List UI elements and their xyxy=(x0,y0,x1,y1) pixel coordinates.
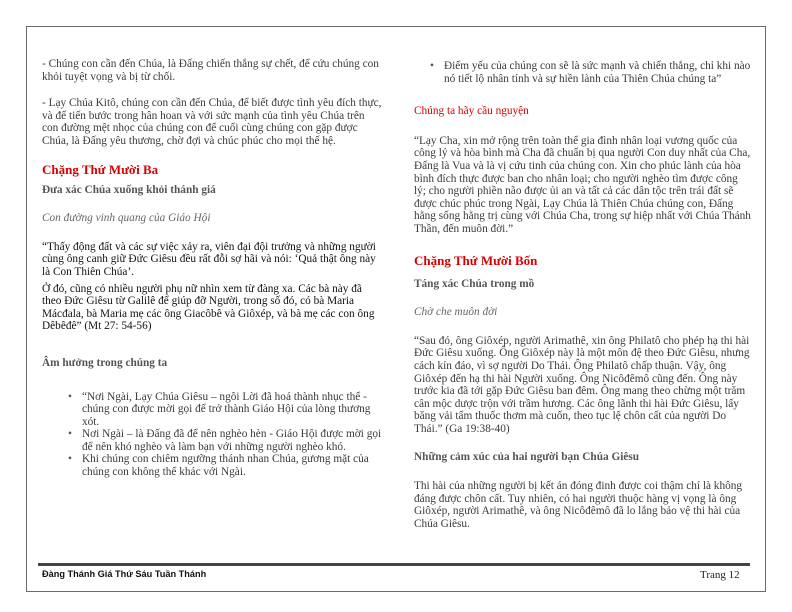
emotions-heading: Những cảm xúc của hai người bạn Chúa Giêsu xyxy=(414,451,640,464)
station-13-title: Chặng Thứ Mười Ba xyxy=(42,161,159,177)
station-13-subtitle: Đưa xác Chúa xuống khỏi thánh giá xyxy=(42,183,216,196)
station-13-quote-2: Ở đó, cũng có nhiều người phụ nữ nhìn xem từ đàng xa. Các bà này đã theo Đức Giêsu từ Galilê để giúp đỡ Người, trong số đó, có bà Maria Mácđala, bà Maria mẹ các ông Giacôbê và Giôxép, và bà mẹ các con ông Dêbêđê” (Mt 27: 54-56) xyxy=(42,282,375,333)
reflection-item-2: • Nơi Ngài – là Đấng đã để nên nghèo hèn - Giáo Hội được mời gọi để nên khó nghèo và làm bạn với những người nghèo khó. xyxy=(82,428,382,453)
station-14-subtitle: Táng xác Chúa trong mồ xyxy=(414,277,535,290)
am-huong-heading: Âm hưởng trong chúng ta xyxy=(42,356,168,369)
station-14-quote: “Sau đó, ông Giôxép, người Arimathê, xin ông Philatô cho phép hạ thi hài Đức Giêsu xuống. Ông Giôxép này là một môn đệ theo Đức Giêsu, nhưng cách kín đáo, vì sợ người Do Thái. Ông Philatô chấp thuận. Vậy, ông Giôxép đến hạ thi hài Người xuống. Ông Nicôđêmô cũng đến. Ông này trước kia đã tới gặp Đức Giêsu ban đêm. Ông mang theo chừng một trăm cân mộc dược trộn với trầm hương. Các ông lãnh thi hài Đức Giêsu, lấy băng vải tẩm thuốc thơm mà cuốn, theo tục lệ chôn cất của người Do Thái.” (Ga 19:38-40) xyxy=(414,334,750,435)
footer-title: Đàng Thánh Giá Thứ Sáu Tuần Thánh xyxy=(42,569,207,579)
right-column xyxy=(414,60,752,530)
reflection-item-1: • “Nơi Ngài, Lạy Chúa Giêsu – ngôi Lời đã hoá thành nhục thể - chúng con được mời gọi để trở thành Giáo Hội của lòng thương xót. xyxy=(82,391,382,429)
left-paragraph-2: - Lạy Chúa Kitô, chúng con cần đến Chúa, để biết được tình yêu đích thực, và để tiến bước trong hân hoan và với sức mạnh của tình yêu Chúa trên con đường mệt nhọc của chúng con để cuối cùng chúng con gặp được Chúa, là Đấng yêu thương, chờ đợi và chúc phúc cho mọi thế hệ. xyxy=(42,97,382,147)
station-13-italic-line: Con đường vinh quang của Giáo Hội xyxy=(42,212,211,225)
station-14-title: Chặng Thứ Mười Bốn xyxy=(414,252,538,268)
prayer-text: “Lạy Cha, xin mở rộng trên toàn thể gia đình nhân loại vương quốc của công lý và hòa bình mà Cha đã chuẩn bị qua người Con duy nhất của Cha, Đấng là Vua và là vị cứu tinh của chúng con. Xin cho phúc lành của hòa bình đích thực được ban cho nhân loại; cho người nghèo tìm được công lý; cho người phiền não được ủi an và tất cả các dân tộc trên trái đất sẽ được chúc phúc trong Ngài, Lạy Chúa là Thiên Chúa chúng con, Đấng hằng sống hằng trị cùng với Chúa Cha, trong sự hiệp nhất với Chúa Thánh Thần, đến muôn đời.” xyxy=(414,134,751,235)
reflection-item-3: • Khi chúng con chiêm ngưỡng thánh nhan Chúa, gương mặt của chúng con không thể khác với Ngài. xyxy=(82,453,382,478)
station-14-italic-line: Chờ che muôn đời xyxy=(414,306,498,319)
reflection-list xyxy=(42,391,382,479)
pray-heading: Chúng ta hãy cầu nguyện xyxy=(414,105,529,118)
weakness-list xyxy=(414,60,752,85)
footer-rule xyxy=(38,563,750,566)
emotions-text: Thi hài của những người bị kết án đóng đinh được coi thậm chí là không đáng được chôn cất. Tuy nhiên, có hai người thuộc hàng vị vọng là ông Giôxép, người Arimathê, và ông Nicôđêmô đã lo lắng bảo vệ thi hài của Chúa Giêsu. xyxy=(414,480,743,530)
page-number: Trang 12 xyxy=(700,569,740,581)
left-paragraph-1: - Chúng con cần đến Chúa, là Đấng chiến thắng sự chết, để cứu chúng con khỏi tuyệt vọng và bị từ chối. xyxy=(42,58,379,83)
left-column xyxy=(42,58,382,479)
weakness-item: • Điểm yếu của chúng con sẽ là sức mạnh và chiến thắng, chỉ khi nào nó tiết lộ nhân tính và sự hiền lành của Thiên Chúa chúng ta” xyxy=(444,60,752,85)
station-13-quote-1: “Thấy động đất và các sự việc xảy ra, viên đại đội trưởng và những người cùng ông canh giữ Đức Giêsu đều rất đỗi sợ hãi và nói: ‘Quả thật ông này là Con Thiên Chúa’. xyxy=(42,240,376,278)
